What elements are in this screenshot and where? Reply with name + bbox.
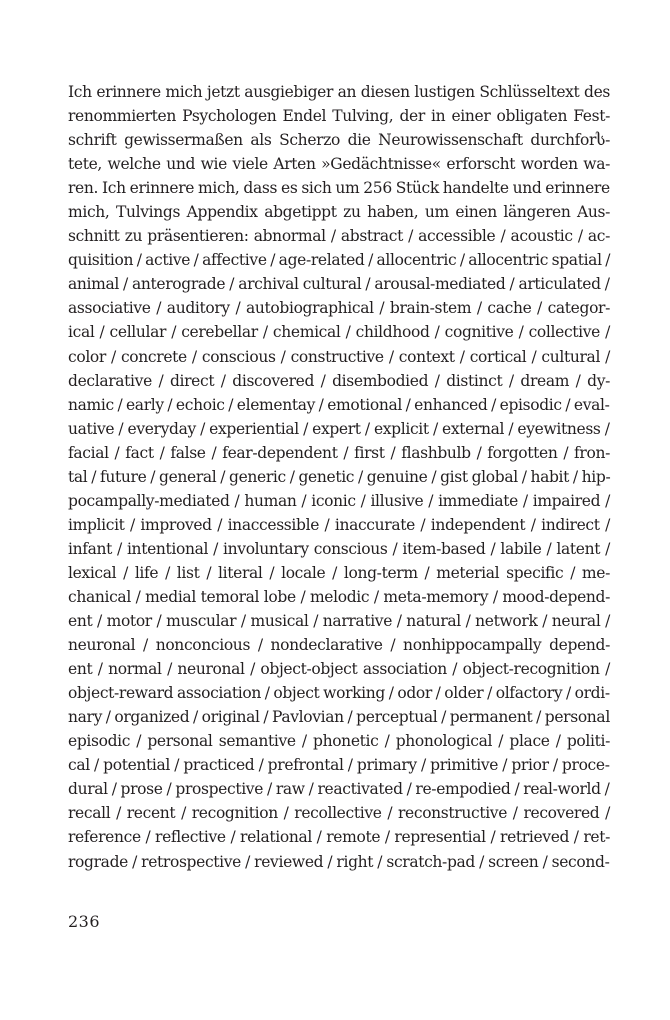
text-line: namic / early / echoic / elementay / emotional / enhanced / episodic / eval- xyxy=(68,395,610,414)
text-line: nary / organized / original / Pavlovian / perceptual / permanent / personal xyxy=(68,708,610,727)
text-line: tete, welche und wie viele Arten »Gedächtnisse« erforscht worden wa- xyxy=(68,155,610,174)
text-line: ical / cellular / cerebellar / chemical / childhood / cognitive / collective / xyxy=(68,323,610,342)
text-line: object-reward association / object working / odor / older / olfactory / ordi- xyxy=(68,684,610,703)
text-line: pocampally-mediated / human / iconic / illusive / immediate / impaired / xyxy=(68,491,610,510)
text-line: cal / potential / practiced / prefrontal / primary / primitive / prior / proce- xyxy=(68,756,610,775)
text-line: episodic / personal semantive / phonetic / phonological / place / politi- xyxy=(68,732,610,751)
text-line: infant / intentional / involuntary conscious / item-based / labile / latent / xyxy=(68,539,610,558)
text-line: lexical / life / list / literal / locale / long-term / meterial specific / me- xyxy=(68,563,610,582)
text-line: schnitt zu präsentieren: abnormal / abstract / accessible / acoustic / ac- xyxy=(68,227,610,246)
text-line: associative / auditory / autobiographical / brain-stem / cache / categor- xyxy=(68,299,610,318)
text-line: animal / anterograde / archival cultural / arousal-mediated / articulated / xyxy=(68,275,610,294)
text-line: ent / normal / neuronal / object-object association / object-recognition / xyxy=(68,660,610,679)
text-line: tal / future / general / generic / genetic / genuine / gist global / habit / hip- xyxy=(68,467,611,486)
text-line: renommierten Psychologen Endel Tulving, der in einer obligaten Fest- xyxy=(68,107,610,126)
text-line: neuronal / nonconcious / nondeclarative / nonhippocampally depend- xyxy=(68,636,610,655)
text-line: facial / fact / false / fear-dependent / first / flashbulb / forgotten / fron- xyxy=(68,443,610,462)
text-line: Ich erinnere mich jetzt ausgiebiger an diesen lustigen Schlüsseltext des xyxy=(68,83,610,101)
text-line: rograde / retrospective / reviewed / right / scratch-pad / screen / second- xyxy=(68,852,610,871)
text-line: color / concrete / conscious / constructive / context / cortical / cultural / xyxy=(68,347,610,366)
text-line: declarative / direct / discovered / disembodied / distinct / dream / dy- xyxy=(68,371,610,390)
text-line: dural / prose / prospective / raw / reactivated / re-empodied / real-world / xyxy=(68,780,610,799)
text-line: mich, Tulvings Appendix abgetippt zu haben, um einen längeren Aus- xyxy=(68,203,610,222)
text-line: uative / everyday / experiential / expert / explicit / external / eyewitness / xyxy=(68,419,610,438)
text-line: ren. Ich erinnere mich, dass es sich um 256 Stück handelte und erinnere xyxy=(68,179,610,198)
text-line: quisition / active / affective / age-related / allocentric / allocentric spatial / xyxy=(68,251,611,270)
text-line: implicit / improved / inaccessible / inaccurate / independent / indirect / xyxy=(68,515,610,534)
text-line: schrift gewissermaßen als Scherzo die Neurowissenschaft durchforს- xyxy=(68,131,610,150)
text-line: ent / motor / muscular / musical / narrative / natural / network / neural / xyxy=(68,612,610,631)
text-line: reference / reflective / relational / remote / represential / retrieved / ret- xyxy=(68,828,610,847)
text-line: recall / recent / recognition / recollective / reconstructive / recovered / xyxy=(68,804,610,823)
body-text xyxy=(68,80,610,874)
page-number: 236 xyxy=(68,912,101,931)
text-line: chanical / medial temoral lobe / melodic / meta-memory / mood-depend- xyxy=(68,587,610,606)
